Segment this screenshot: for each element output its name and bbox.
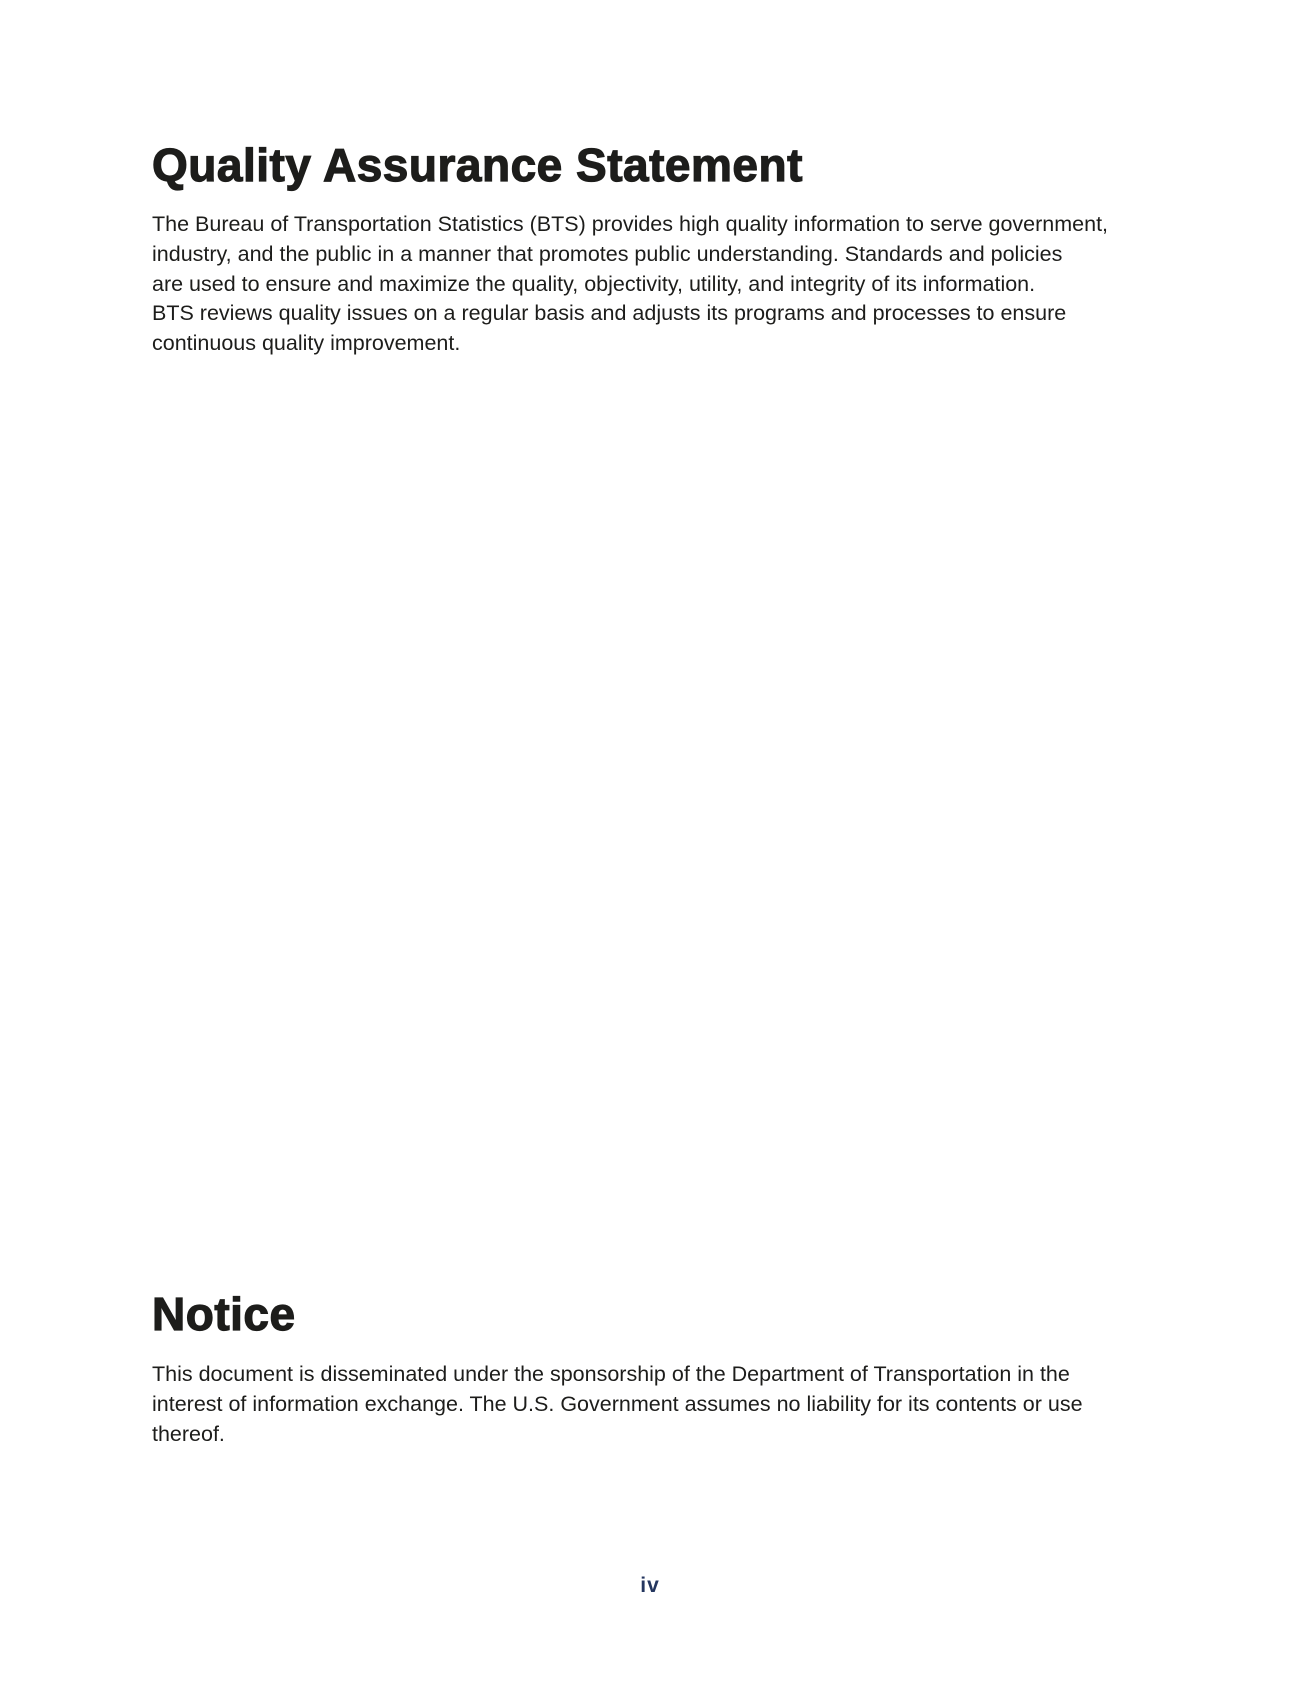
paragraph-line: are used to ensure and maximize the quality, objectivity, utility, and integrity of its information.	[152, 271, 1036, 296]
paragraph-line: This document is disseminated under the sponsorship of the Department of Transportation in the	[152, 1362, 1070, 1386]
page-number: iv	[640, 1574, 660, 1597]
quality-assurance-section	[152, 134, 1162, 359]
paragraph-line: thereof.	[152, 1421, 225, 1446]
paragraph-line: The Bureau of Transportation Statistics (BTS) provides high quality information to serve government,	[152, 212, 1109, 236]
quality-assurance-paragraph	[152, 210, 1162, 359]
notice-section	[152, 1283, 1162, 1449]
notice-heading: Notice	[152, 1288, 296, 1340]
quality-assurance-heading: Quality Assurance Statement	[152, 139, 803, 191]
paragraph-line: BTS reviews quality issues on a regular basis and adjusts its programs and processes to ensure	[152, 301, 1067, 326]
notice-paragraph	[152, 1360, 1162, 1449]
paragraph-line: interest of information exchange. The U.S. Government assumes no liability for its contents or use	[152, 1391, 1083, 1416]
paragraph-line: continuous quality improvement.	[152, 331, 461, 356]
paragraph-line: industry, and the public in a manner that promotes public understanding. Standards and policies	[152, 241, 1063, 266]
